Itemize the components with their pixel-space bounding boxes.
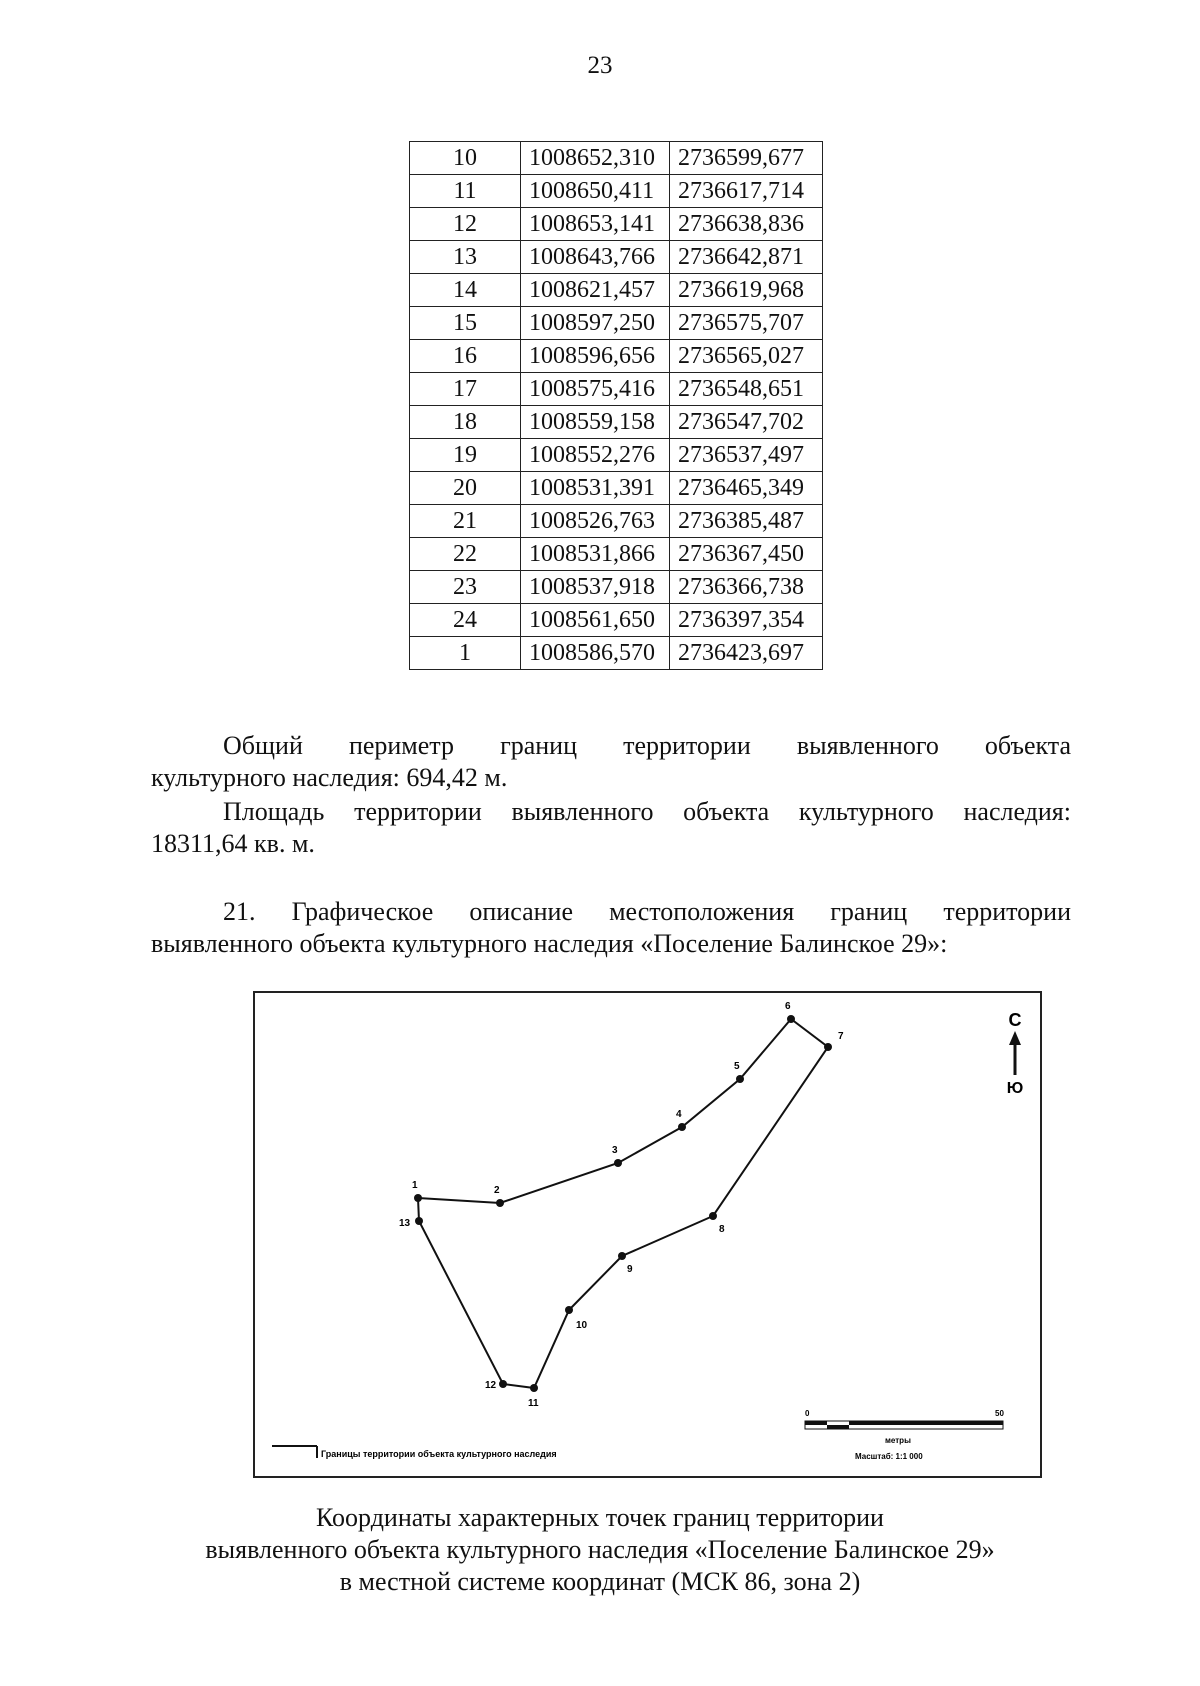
boundary-point-13	[415, 1217, 423, 1225]
x-coordinate-cell: 1008596,656	[521, 340, 670, 373]
table-row	[410, 604, 823, 637]
y-coordinate-cell: 2736397,354	[670, 604, 823, 637]
boundary-point-label: 1	[412, 1180, 418, 1191]
y-coordinate-cell: 2736619,968	[670, 274, 823, 307]
x-coordinate-cell: 1008559,158	[521, 406, 670, 439]
scale-bar-segment-3	[849, 1421, 1003, 1425]
legend-text: Границы территории объекта культурного наследия	[321, 1449, 557, 1459]
y-coordinate-cell: 2736575,707	[670, 307, 823, 340]
x-coordinate-cell: 1008643,766	[521, 241, 670, 274]
point-number-cell: 1	[410, 637, 521, 670]
section-21-paragraph	[151, 896, 1071, 960]
table-row	[410, 637, 823, 670]
boundary-point-6	[787, 1015, 795, 1023]
table-row	[410, 571, 823, 604]
area-line-2: 18311,64 кв. м.	[151, 829, 315, 858]
table-row	[410, 307, 823, 340]
table-row	[410, 142, 823, 175]
point-number-cell: 19	[410, 439, 521, 472]
y-coordinate-cell: 2736367,450	[670, 538, 823, 571]
boundary-point-5	[736, 1075, 744, 1083]
south-label: Ю	[1006, 1080, 1024, 1097]
boundary-point-label: 10	[576, 1320, 588, 1331]
north-arrow-head	[1009, 1031, 1021, 1045]
point-number-cell: 16	[410, 340, 521, 373]
boundary-point-label: 2	[494, 1185, 500, 1196]
point-number-cell: 20	[410, 472, 521, 505]
scale-bar	[805, 1409, 1004, 1461]
boundary-point-label: 6	[785, 1001, 791, 1012]
x-coordinate-cell: 1008531,866	[521, 538, 670, 571]
table-row	[410, 340, 823, 373]
perimeter-line-1: Общий периметр границ территории выявленного объекта	[223, 731, 1071, 760]
table-row	[410, 439, 823, 472]
boundary-point-label: 5	[734, 1061, 740, 1072]
y-coordinate-cell: 2736599,677	[670, 142, 823, 175]
x-coordinate-cell: 1008531,391	[521, 472, 670, 505]
table-row	[410, 505, 823, 538]
x-coordinate-cell: 1008652,310	[521, 142, 670, 175]
boundary-point-11	[530, 1384, 538, 1392]
table-row	[410, 241, 823, 274]
x-coordinate-cell: 1008575,416	[521, 373, 670, 406]
table-row	[410, 472, 823, 505]
y-coordinate-cell: 2736565,027	[670, 340, 823, 373]
x-coordinate-cell: 1008561,650	[521, 604, 670, 637]
scale-units-label: метры	[885, 1436, 911, 1445]
boundary-point-1	[414, 1194, 422, 1202]
point-number-cell: 23	[410, 571, 521, 604]
north-arrow	[1007, 1010, 1024, 1097]
boundary-point-3	[614, 1159, 622, 1167]
scale-bar-segment-2	[827, 1425, 849, 1429]
point-number-cell: 10	[410, 142, 521, 175]
point-number-cell: 18	[410, 406, 521, 439]
area-line-1: Площадь территории выявленного объекта культурного наследия:	[223, 797, 1071, 826]
map-legend	[272, 1446, 557, 1459]
boundary-point-label: 7	[838, 1031, 844, 1042]
x-coordinate-cell: 1008650,411	[521, 175, 670, 208]
table-row	[410, 274, 823, 307]
boundary-point-7	[824, 1043, 832, 1051]
table-row	[410, 406, 823, 439]
section-21-line-1: 21. Графическое описание местоположения границ территории	[223, 897, 1071, 926]
section-21-line-2: выявленного объекта культурного наследия «Поселение Балинское 29»:	[151, 929, 948, 958]
x-coordinate-cell: 1008552,276	[521, 439, 670, 472]
x-coordinate-cell: 1008537,918	[521, 571, 670, 604]
boundary-point-label: 3	[612, 1145, 618, 1156]
table-row	[410, 208, 823, 241]
boundary-point-label: 9	[627, 1264, 633, 1275]
point-number-cell: 15	[410, 307, 521, 340]
y-coordinate-cell: 2736638,836	[670, 208, 823, 241]
y-coordinate-cell: 2736547,702	[670, 406, 823, 439]
scale-bar-segment-1	[805, 1421, 827, 1425]
boundary-point-2	[496, 1199, 504, 1207]
boundary-point-label: 12	[485, 1380, 497, 1391]
y-coordinate-cell: 2736642,871	[670, 241, 823, 274]
y-coordinate-cell: 2736423,697	[670, 637, 823, 670]
scale-start-label: 0	[805, 1409, 810, 1418]
y-coordinate-cell: 2736617,714	[670, 175, 823, 208]
scale-end-label: 50	[995, 1409, 1004, 1418]
x-coordinate-cell: 1008597,250	[521, 307, 670, 340]
coordinates-table	[409, 141, 823, 670]
x-coordinate-cell: 1008653,141	[521, 208, 670, 241]
x-coordinate-cell: 1008526,763	[521, 505, 670, 538]
caption-line-1: Координаты характерных точек границ территории	[316, 1503, 884, 1532]
boundary-point-10	[565, 1306, 573, 1314]
perimeter-line-2: культурного наследия: 694,42 м.	[151, 763, 508, 792]
page-number: 23	[587, 52, 613, 79]
x-coordinate-cell: 1008586,570	[521, 637, 670, 670]
point-number-cell: 11	[410, 175, 521, 208]
boundary-map-svg	[255, 993, 1040, 1476]
y-coordinate-cell: 2736465,349	[670, 472, 823, 505]
y-coordinate-cell: 2736548,651	[670, 373, 823, 406]
caption-line-3: в местной системе координат (МСК 86, зона 2)	[339, 1567, 861, 1596]
point-number-cell: 14	[410, 274, 521, 307]
table-row	[410, 373, 823, 406]
table-row	[410, 538, 823, 571]
boundary-polygon	[418, 1019, 828, 1388]
boundary-point-label: 8	[719, 1224, 725, 1235]
north-label: С	[1008, 1010, 1022, 1030]
point-number-cell: 22	[410, 538, 521, 571]
boundary-point-9	[618, 1252, 626, 1260]
boundary-points	[399, 1001, 844, 1409]
figure-caption	[0, 1502, 1200, 1598]
point-number-cell: 12	[410, 208, 521, 241]
point-number-cell: 13	[410, 241, 521, 274]
caption-line-2: выявленного объекта культурного наследия «Поселение Балинское 29»	[205, 1535, 995, 1564]
boundary-point-4	[678, 1123, 686, 1131]
table-row	[410, 175, 823, 208]
y-coordinate-cell: 2736537,497	[670, 439, 823, 472]
x-coordinate-cell: 1008621,457	[521, 274, 670, 307]
boundary-point-label: 4	[676, 1109, 682, 1120]
scale-ratio-label: Масштаб: 1:1 000	[855, 1452, 923, 1461]
perimeter-paragraph	[151, 730, 1071, 794]
boundary-point-8	[709, 1212, 717, 1220]
point-number-cell: 21	[410, 505, 521, 538]
boundary-point-label: 13	[399, 1218, 411, 1229]
boundary-point-12	[499, 1380, 507, 1388]
y-coordinate-cell: 2736366,738	[670, 571, 823, 604]
y-coordinate-cell: 2736385,487	[670, 505, 823, 538]
point-number-cell: 17	[410, 373, 521, 406]
point-number-cell: 24	[410, 604, 521, 637]
area-paragraph	[151, 796, 1071, 860]
boundary-point-label: 11	[528, 1398, 539, 1409]
boundary-map	[253, 991, 1042, 1478]
